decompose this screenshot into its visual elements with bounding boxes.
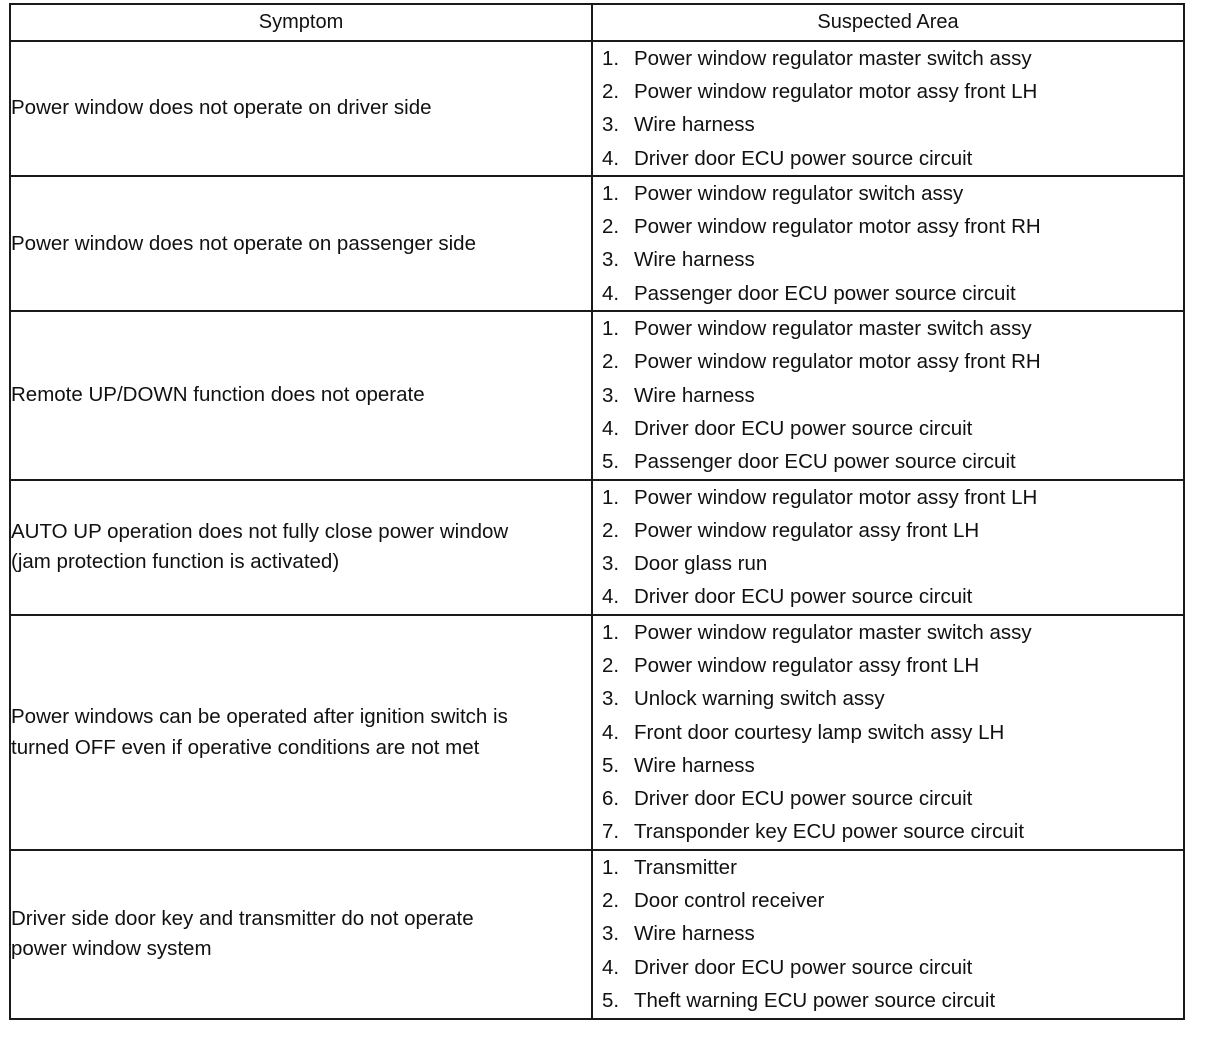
symptom-cell (10, 850, 592, 1018)
item-number: 1. (602, 317, 620, 341)
item-text: Driver door ECU power source circuit (634, 146, 973, 170)
suspected-area-item (593, 918, 1183, 951)
suspected-area-item (593, 851, 1183, 884)
suspected-area-item (593, 514, 1183, 547)
symptom-cell (10, 615, 592, 850)
item-number: 4. (602, 720, 620, 744)
item-text: Power window regulator switch assy (634, 181, 964, 205)
suspected-area-item (593, 244, 1183, 277)
suspected-area-item (593, 177, 1183, 210)
item-text: Driver door ECU power source circuit (634, 416, 973, 440)
item-text: Driver door ECU power source circuit (634, 955, 973, 979)
item-text: Power window regulator motor assy front LH (634, 79, 1038, 103)
symptom-text-line: (jam protection function is activated) (11, 550, 340, 574)
symptom-text-line: Driver side door key and transmitter do not operate (11, 906, 474, 930)
table-row (10, 41, 1184, 176)
item-text: Power window regulator motor assy front LH (634, 485, 1038, 509)
table-body (10, 41, 1184, 1019)
item-number: 2. (602, 79, 620, 103)
item-text: Wire harness (634, 248, 755, 272)
item-number: 5. (602, 753, 620, 777)
suspected-area-item (593, 581, 1183, 614)
item-text: Door glass run (634, 552, 768, 576)
symptom-text-line: power window system (11, 937, 212, 961)
item-text: Driver door ECU power source circuit (634, 585, 973, 609)
item-text: Transmitter (634, 855, 737, 879)
item-number: 4. (602, 416, 620, 440)
item-number: 1. (602, 620, 620, 644)
item-text: Power window regulator motor assy front RH (634, 350, 1041, 374)
suspected-area-item (593, 547, 1183, 580)
table-row (10, 311, 1184, 479)
suspected-area-item (593, 616, 1183, 649)
suspected-area-cell (592, 311, 1184, 479)
suspected-area-item (593, 142, 1183, 175)
item-number: 1. (602, 485, 620, 509)
item-number: 4. (602, 281, 620, 305)
item-text: Wire harness (634, 753, 755, 777)
item-number: 3. (602, 922, 620, 946)
symptom-cell (10, 41, 592, 176)
suspected-area-item (593, 884, 1183, 917)
item-text: Wire harness (634, 383, 755, 407)
item-number: 3. (602, 383, 620, 407)
symptom-text-line: Power window does not operate on passenger side (11, 231, 476, 255)
item-text: Wire harness (634, 113, 755, 137)
item-number: 3. (602, 552, 620, 576)
item-number: 4. (602, 955, 620, 979)
suspected-area-item (593, 951, 1183, 984)
suspected-area-column-header: Suspected Area (592, 4, 1184, 41)
item-number: 2. (602, 518, 620, 542)
item-text: Door control receiver (634, 889, 825, 913)
item-number: 2. (602, 653, 620, 677)
item-text: Transponder key ECU power source circuit (634, 820, 1025, 844)
item-number: 3. (602, 113, 620, 137)
item-text: Power window regulator master switch assy (634, 317, 1032, 341)
symptom-text-line: Power windows can be operated after ignition switch is (11, 705, 508, 729)
suspected-area-item (593, 312, 1183, 345)
item-number: 6. (602, 787, 620, 811)
symptom-column-header: Symptom (10, 4, 592, 41)
item-text: Power window regulator assy front LH (634, 518, 980, 542)
item-number: 3. (602, 687, 620, 711)
suspected-area-item (593, 716, 1183, 749)
item-text: Power window regulator master switch assy (634, 46, 1032, 70)
suspected-area-item (593, 109, 1183, 142)
symptom-text-line: turned OFF even if operative conditions are not met (11, 735, 480, 759)
suspected-area-item (593, 649, 1183, 682)
table-row (10, 176, 1184, 311)
suspected-area-cell (592, 480, 1184, 615)
item-number: 1. (602, 46, 620, 70)
suspected-area-cell (592, 615, 1184, 850)
symptom-table (9, 3, 1185, 1020)
suspected-area-item (593, 749, 1183, 782)
table-row (10, 850, 1184, 1018)
item-text: Driver door ECU power source circuit (634, 787, 973, 811)
item-text: Wire harness (634, 922, 755, 946)
item-number: 5. (602, 450, 620, 474)
suspected-area-cell (592, 176, 1184, 311)
item-text: Passenger door ECU power source circuit (634, 450, 1016, 474)
suspected-area-item (593, 984, 1183, 1017)
item-number: 7. (602, 820, 620, 844)
table-header-row (10, 4, 1184, 41)
suspected-area-cell (592, 850, 1184, 1018)
suspected-area-item (593, 42, 1183, 75)
suspected-area-item (593, 481, 1183, 514)
item-text: Power window regulator master switch assy (634, 620, 1032, 644)
symptom-cell (10, 311, 592, 479)
item-text: Passenger door ECU power source circuit (634, 281, 1016, 305)
table-row (10, 615, 1184, 850)
symptom-text-line: Remote UP/DOWN function does not operate (11, 383, 425, 407)
suspected-area-item (593, 683, 1183, 716)
table-row (10, 480, 1184, 615)
suspected-area-item (593, 210, 1183, 243)
suspected-area-item (593, 346, 1183, 379)
suspected-area-item (593, 783, 1183, 816)
item-number: 3. (602, 248, 620, 272)
symptom-cell (10, 176, 592, 311)
suspected-area-item (593, 816, 1183, 849)
item-number: 1. (602, 181, 620, 205)
suspected-area-item (593, 412, 1183, 445)
item-text: Theft warning ECU power source circuit (634, 988, 996, 1012)
item-number: 4. (602, 585, 620, 609)
suspected-area-item (593, 379, 1183, 412)
symptom-text-line: AUTO UP operation does not fully close power window (11, 519, 509, 543)
item-number: 5. (602, 988, 620, 1012)
suspected-area-item (593, 277, 1183, 310)
item-text: Front door courtesy lamp switch assy LH (634, 720, 1005, 744)
item-number: 2. (602, 215, 620, 239)
item-text: Power window regulator motor assy front RH (634, 215, 1041, 239)
item-number: 1. (602, 855, 620, 879)
symptom-text-line: Power window does not operate on driver side (11, 96, 432, 120)
symptom-cell (10, 480, 592, 615)
suspected-area-item (593, 446, 1183, 479)
item-text: Unlock warning switch assy (634, 687, 885, 711)
item-number: 4. (602, 146, 620, 170)
item-text: Power window regulator assy front LH (634, 653, 980, 677)
item-number: 2. (602, 350, 620, 374)
suspected-area-item (593, 75, 1183, 108)
suspected-area-cell (592, 41, 1184, 176)
item-number: 2. (602, 889, 620, 913)
